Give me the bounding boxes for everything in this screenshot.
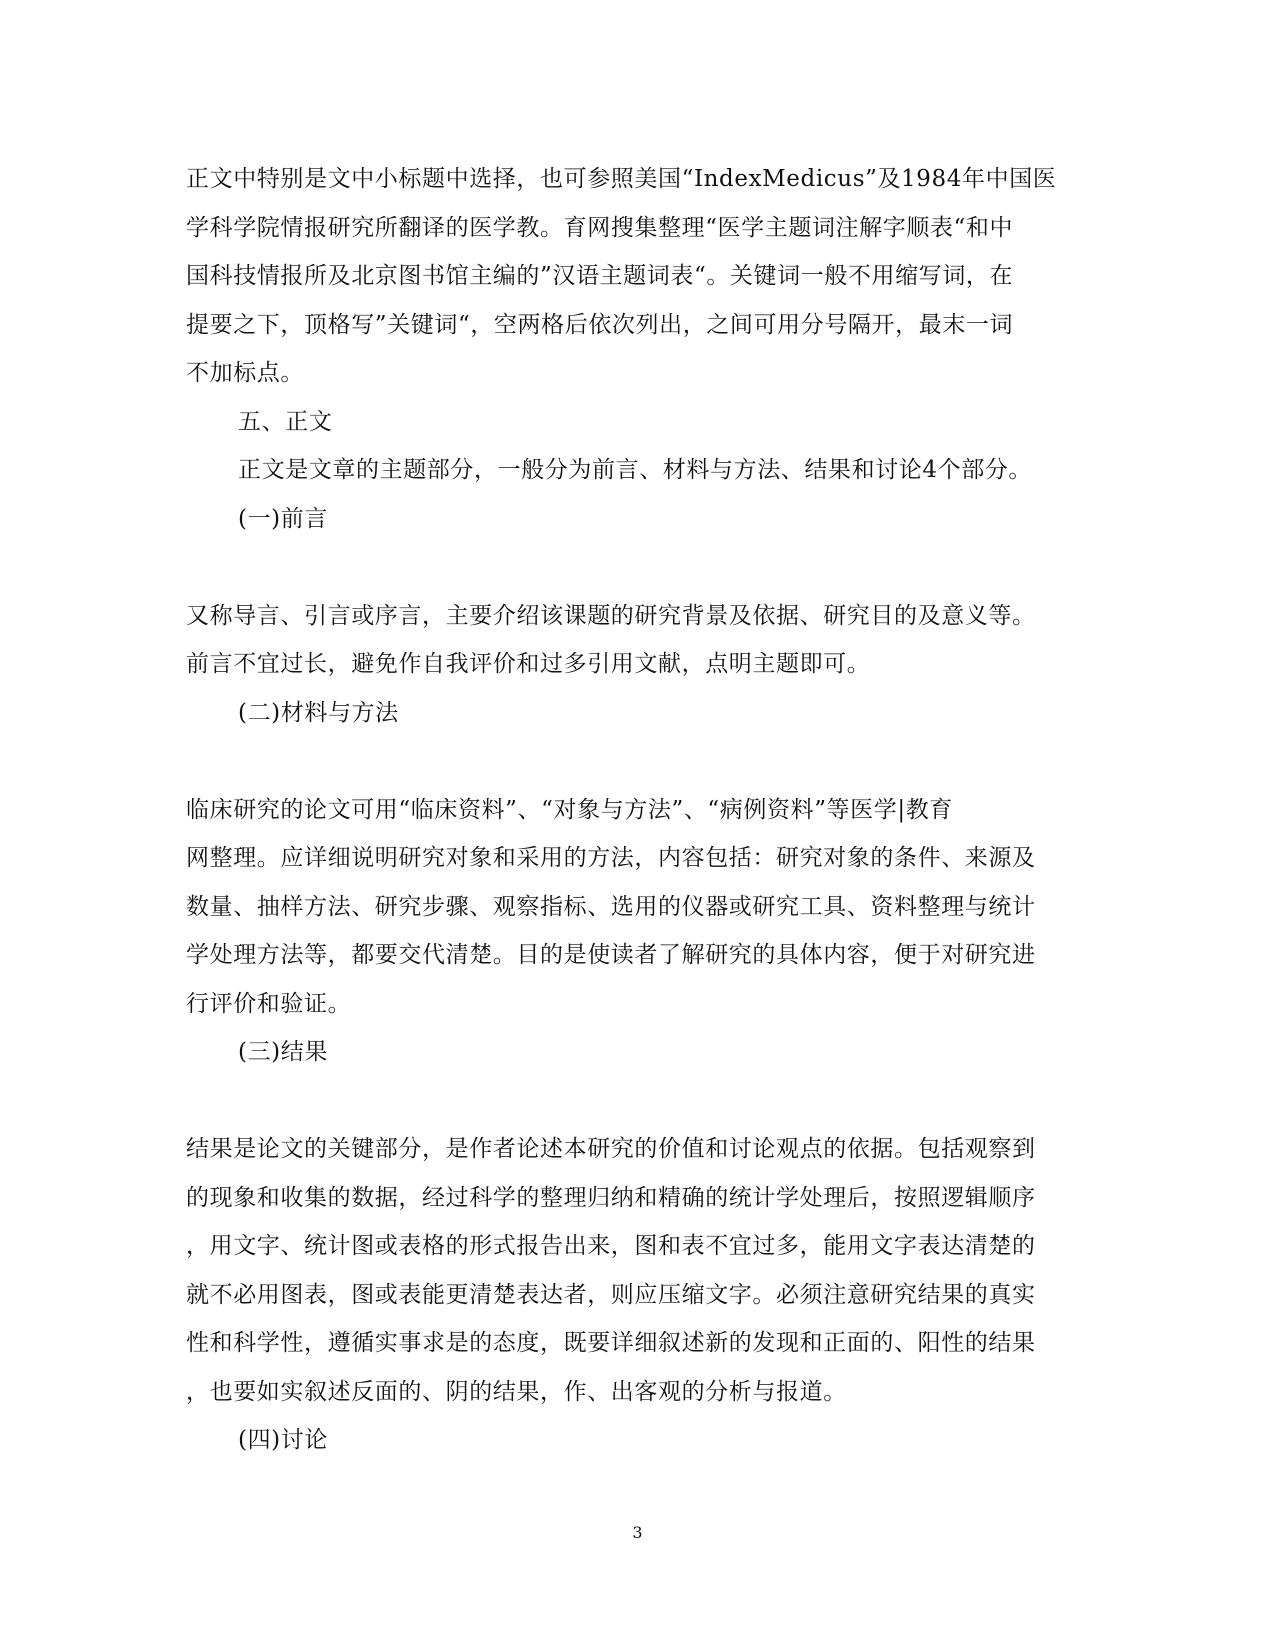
text-line: 学处理方法等，都要交代清楚。目的是使读者了解研究的具体内容，便于对研究进 <box>186 942 1036 968</box>
text-line: 学科学院情报研究所翻译的医学教。育网搜集整理“医学主题词注解字顺表“和中 <box>186 214 1014 241</box>
section-heading-body: 五、正文 <box>238 408 333 435</box>
subheading-results: (三)结果 <box>238 1039 328 1065</box>
text-line: 数量、抽样方法、研究步骤、观察指标、选用的仪器或研究工具、资料整理与统计 <box>186 893 1036 920</box>
blank-line <box>186 543 1090 592</box>
page-number: 3 <box>632 1523 643 1542</box>
text-line: 前言不宜过长，避免作自我评价和过多引用文献，点明主题即可。 <box>186 651 871 677</box>
text-line: 性和科学性，遵循实事求是的态度，既要详细叙述新的发现和正面的、阳性的结果 <box>186 1330 1036 1356</box>
introduction-paragraph <box>186 592 1090 689</box>
keywords-paragraph <box>186 155 1090 398</box>
text-line: 正文中特别是文中小标题中选择，也可参照美国“IndexMedicus”及1984年中国医 <box>186 166 1057 192</box>
text-line: 提要之下，顶格写”关键词“，空两格后依次列出，之间可用分号隔开，最末一词 <box>186 311 1014 338</box>
blank-line <box>186 737 1090 786</box>
text-line: 网整理。应详细说明研究对象和采用的方法，内容包括：研究对象的条件、来源及 <box>186 845 1036 871</box>
text-line: 的现象和收集的数据，经过科学的整理归纳和精确的统计学处理后，按照逻辑顺序 <box>186 1184 1036 1211</box>
text-line: 结果是论文的关键部分，是作者论述本研究的价值和讨论观点的依据。包括观察到 <box>186 1136 1036 1162</box>
subheading-discussion: (四)讨论 <box>238 1427 328 1453</box>
results-paragraph <box>186 1125 1090 1416</box>
text-line: ，用文字、统计图或表格的形式报告出来，图和表不宜过多，能用文字表达清楚的 <box>186 1233 1036 1259</box>
blank-line <box>186 1077 1090 1126</box>
text-line: 不加标点。 <box>186 360 304 386</box>
text-line: 又称导言、引言或序言，主要介绍该课题的研究背景及依据、研究目的及意义等。 <box>186 602 1036 629</box>
methods-paragraph <box>186 786 1090 1029</box>
text-line: 临床研究的论文可用“临床资料”、“对象与方法”、“病例资料”等医学|教育 <box>186 796 953 823</box>
text-line: ，也要如实叙述反面的、阴的结果，作、出客观的分析与报道。 <box>186 1378 847 1405</box>
subheading-materials-methods: (二)材料与方法 <box>238 699 399 726</box>
body-intro-paragraph: 正文是文章的主题部分，一般分为前言、材料与方法、结果和讨论4个部分。 <box>238 457 1033 483</box>
text-line: 国科技情报所及北京图书馆主编的”汉语主题词表“。关键词一般不用缩写词，在 <box>186 263 1014 289</box>
document-body <box>186 155 1090 1465</box>
text-line: 就不必用图表，图或表能更清楚表达者，则应压缩文字。必须注意研究结果的真实 <box>186 1281 1036 1308</box>
text-line: 行评价和验证。 <box>186 990 352 1017</box>
subheading-introduction: (一)前言 <box>238 505 328 532</box>
